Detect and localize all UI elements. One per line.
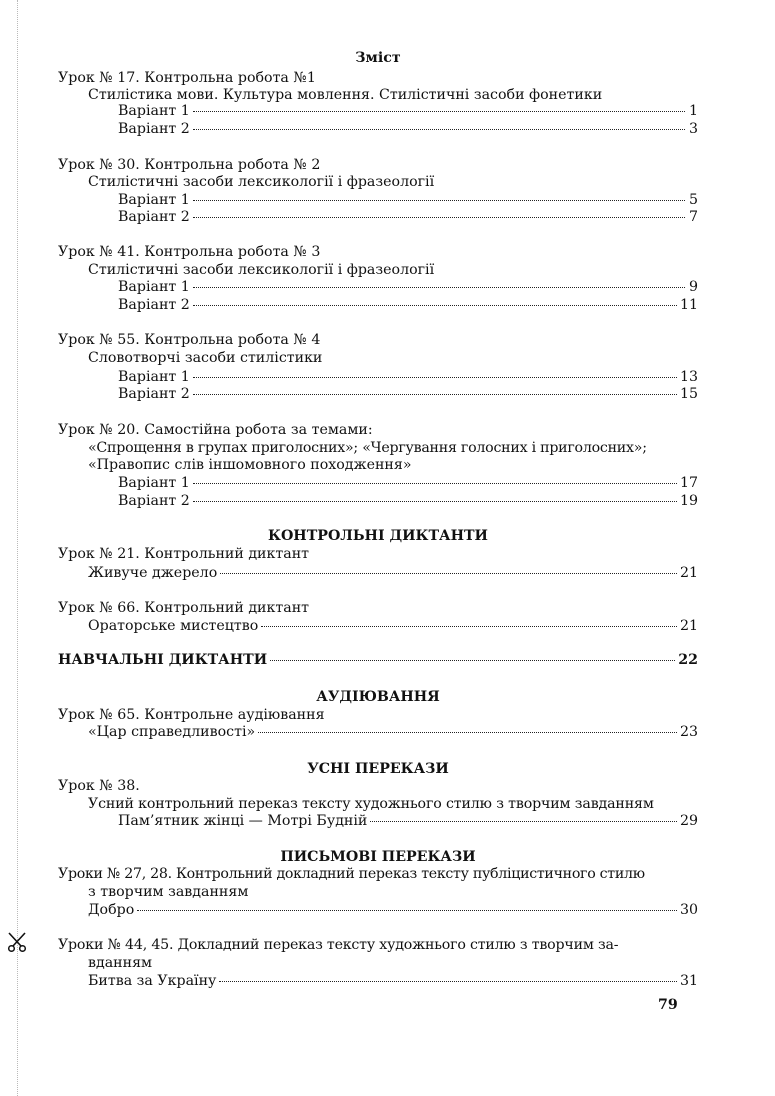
section-heading-listening: АУДІЮВАННЯ bbox=[316, 689, 440, 705]
scissors-icon bbox=[6, 931, 28, 953]
lesson-66-title: Урок № 66. Контрольний диктант bbox=[58, 600, 309, 616]
entry-page: 11 bbox=[679, 297, 698, 313]
page-number: 79 bbox=[658, 997, 678, 1013]
entry-label: Пам’ятник жінці — Мотрі Будній bbox=[118, 813, 368, 829]
toc-entry[interactable] bbox=[118, 207, 698, 227]
toc-entry[interactable] bbox=[118, 295, 698, 315]
entry-page: 1 bbox=[688, 103, 698, 119]
lesson-55-title: Урок № 55. Контрольна робота № 4 bbox=[58, 332, 321, 348]
lesson-30-subtitle: Стилістичні засоби лексикології і фразеології bbox=[88, 174, 435, 190]
dot-leader bbox=[193, 483, 677, 484]
dot-leader bbox=[193, 287, 685, 288]
lesson-20-topics-cont: «Правопис слів іншомовного походження» bbox=[88, 457, 412, 473]
dot-leader bbox=[261, 626, 677, 627]
toc-entry[interactable] bbox=[118, 101, 698, 121]
lesson-41-subtitle: Стилістичні засоби лексикології і фразеології bbox=[88, 262, 435, 278]
entry-label: НАВЧАЛЬНІ ДИКТАНТИ bbox=[58, 652, 268, 668]
lesson-20-title: Урок № 20. Самостійна робота за темами: bbox=[58, 422, 373, 438]
entry-label: Варіант 1 bbox=[118, 475, 190, 491]
entry-label: Добро bbox=[88, 902, 135, 918]
lesson-41-title: Урок № 41. Контрольна робота № 3 bbox=[58, 244, 321, 260]
contents-page bbox=[58, 0, 698, 1096]
dot-leader bbox=[219, 981, 677, 982]
entry-label: Живуче джерело bbox=[88, 565, 218, 581]
lesson-30-title: Урок № 30. Контрольна робота № 2 bbox=[58, 157, 321, 173]
dot-leader bbox=[193, 377, 677, 378]
dot-leader bbox=[137, 910, 677, 911]
entry-page: 29 bbox=[679, 813, 698, 829]
entry-page: 3 bbox=[688, 121, 698, 137]
entry-label: Варіант 1 bbox=[118, 279, 190, 295]
lesson-38-subtitle: Усний контрольний переказ тексту художнього стилю з творчим завданням bbox=[88, 796, 654, 812]
entry-page: 9 bbox=[688, 279, 698, 295]
section-heading-dictations: КОНТРОЛЬНІ ДИКТАНТИ bbox=[268, 528, 488, 544]
toc-entry[interactable] bbox=[118, 384, 698, 404]
entry-label: Варіант 1 bbox=[118, 369, 190, 385]
entry-page: 21 bbox=[679, 618, 698, 634]
lessons-27-28-title-cont: з творчим завданням bbox=[88, 884, 249, 900]
entry-label: Варіант 2 bbox=[118, 209, 190, 225]
lessons-44-45-title-cont: вданням bbox=[88, 955, 153, 971]
dot-leader bbox=[270, 660, 675, 661]
dot-leader bbox=[193, 217, 685, 218]
toc-entry[interactable] bbox=[118, 811, 698, 831]
entry-label: Битва за Україну bbox=[88, 973, 217, 989]
page-title: Зміст bbox=[355, 50, 401, 66]
entry-label: Варіант 2 bbox=[118, 493, 190, 509]
entry-label: Варіант 2 bbox=[118, 121, 190, 137]
dot-leader bbox=[258, 732, 677, 733]
section-heading-written: ПИСЬМОВІ ПЕРЕКАЗИ bbox=[280, 849, 476, 865]
entry-page: 21 bbox=[679, 565, 698, 581]
entry-label: Варіант 2 bbox=[118, 297, 190, 313]
toc-entry[interactable] bbox=[88, 722, 698, 742]
entry-label: Варіант 1 bbox=[118, 192, 190, 208]
dot-leader bbox=[193, 129, 685, 130]
entry-page: 15 bbox=[679, 386, 698, 402]
toc-entry[interactable] bbox=[88, 563, 698, 583]
lessons-44-45-title: Уроки № 44, 45. Докладний переказ тексту художнього стилю з творчим за- bbox=[58, 937, 619, 953]
toc-entry[interactable] bbox=[118, 473, 698, 493]
entry-label: Ораторське мистецтво bbox=[88, 618, 259, 634]
dot-leader bbox=[193, 200, 685, 201]
entry-page: 13 bbox=[679, 369, 698, 385]
lesson-65-title: Урок № 65. Контрольне аудіювання bbox=[58, 707, 325, 723]
dot-leader bbox=[193, 305, 677, 306]
lesson-17-title: Урок № 17. Контрольна робота №1 bbox=[58, 70, 316, 86]
dot-leader bbox=[193, 111, 685, 112]
toc-entry[interactable] bbox=[118, 119, 698, 139]
entry-page: 22 bbox=[678, 652, 698, 668]
entry-label: «Цар справедливості» bbox=[88, 724, 256, 740]
section-heading-oral: УСНІ ПЕРЕКАЗИ bbox=[307, 761, 449, 777]
lesson-55-subtitle: Словотворчі засоби стилістики bbox=[88, 350, 323, 366]
entry-label: Варіант 1 bbox=[118, 103, 190, 119]
dot-leader bbox=[220, 573, 677, 574]
dot-leader bbox=[370, 821, 677, 822]
entry-page: 19 bbox=[679, 493, 698, 509]
entry-page: 7 bbox=[688, 209, 698, 225]
entry-page: 23 bbox=[679, 724, 698, 740]
toc-entry[interactable] bbox=[88, 616, 698, 636]
toc-entry[interactable] bbox=[88, 900, 698, 920]
toc-entry-educational-dictations[interactable] bbox=[58, 650, 698, 670]
toc-entry[interactable] bbox=[88, 971, 698, 991]
lesson-20-topics: «Спрощення в групах приголосних»; «Чергування голосних і приголосних»; bbox=[88, 440, 647, 456]
entry-page: 31 bbox=[679, 973, 698, 989]
lesson-21-title: Урок № 21. Контрольний диктант bbox=[58, 546, 309, 562]
lessons-27-28-title: Уроки № 27, 28. Контрольний докладний переказ тексту публіцистичного стилю bbox=[58, 866, 645, 882]
toc-entry[interactable] bbox=[118, 277, 698, 297]
entry-page: 30 bbox=[679, 902, 698, 918]
lesson-38-title: Урок № 38. bbox=[58, 778, 140, 794]
entry-page: 5 bbox=[688, 192, 698, 208]
dot-leader bbox=[193, 394, 677, 395]
dot-leader bbox=[193, 501, 677, 502]
entry-page: 17 bbox=[679, 475, 698, 491]
entry-label: Варіант 2 bbox=[118, 386, 190, 402]
lesson-17-subtitle: Стилістика мови. Культура мовлення. Стилістичні засоби фонетики bbox=[88, 87, 603, 103]
toc-entry[interactable] bbox=[118, 491, 698, 511]
